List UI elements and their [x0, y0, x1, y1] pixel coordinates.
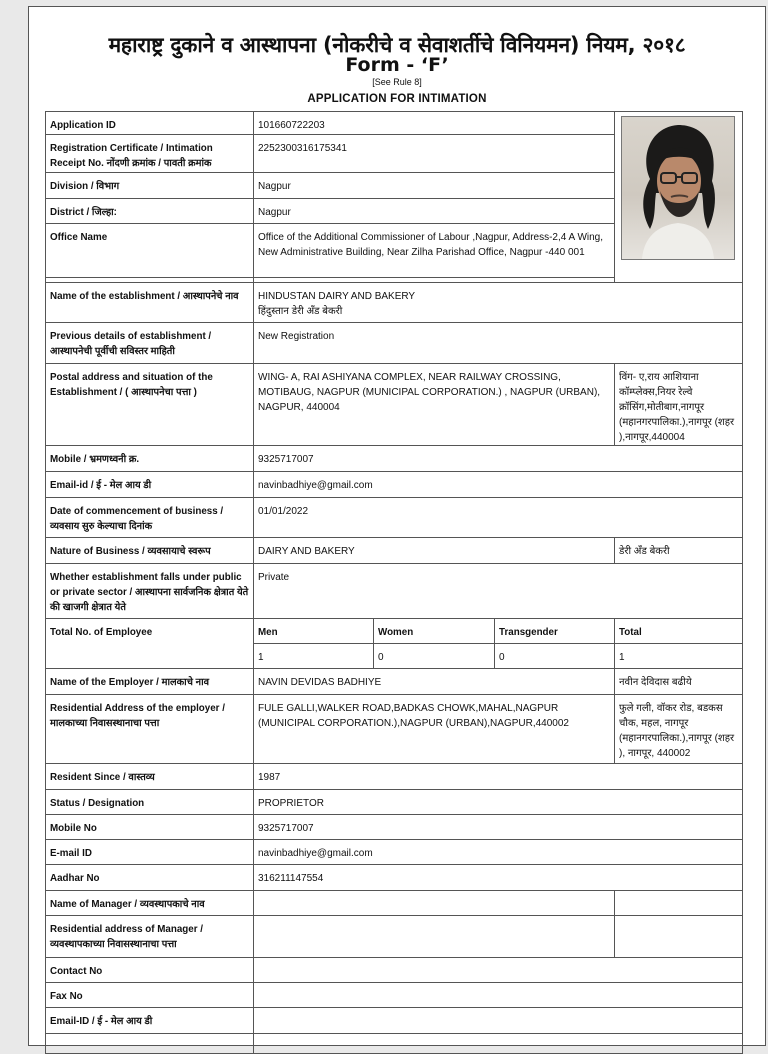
table-row: [46, 840, 743, 865]
previous-details-value: New Registration: [254, 323, 743, 364]
business-nature-value: DAIRY AND BAKERY: [254, 538, 615, 564]
field-label: Aadhar No: [46, 865, 254, 891]
table-row: [46, 891, 743, 916]
photo-cell: [615, 112, 743, 283]
field-label: Mobile No: [46, 815, 254, 840]
manager-email-value: [254, 1008, 743, 1034]
postal-address-value: WING- A, RAI ASHIYANA COMPLEX, NEAR RAILWAY CROSSING, MOTIBAUG, NAGPUR (MUNICIPAL CORPORATION.) , NAGPUR (URBAN), NAGPUR, 440004: [254, 364, 615, 446]
establishment-name-en: HINDUSTAN DAIRY AND BAKERY: [258, 291, 416, 302]
table-row: [46, 1034, 743, 1054]
form-subtitle: APPLICATION FOR INTIMATION: [307, 93, 487, 105]
establishment-name-value: [254, 283, 743, 323]
field-label: Name of the Employer / मालकाचे नाव: [46, 669, 254, 695]
table-row: [46, 283, 743, 323]
field-label: Previous details of establishment / आस्थापनेची पूर्वीची सविस्तर माहिती: [46, 323, 254, 364]
employee-total-value: 1: [615, 644, 743, 669]
table-row: [46, 498, 743, 538]
field-label: Status / Designation: [46, 790, 254, 815]
field-label: Mobile / भ्रमणध्वनी क्र.: [46, 446, 254, 472]
field-label: Application ID: [46, 112, 254, 135]
establishment-name-mr: हिंदुस्तान डेरी अँड बेकरी: [258, 306, 343, 317]
table-row: [46, 958, 743, 983]
field-label: Nature of Business / व्यवसायाचे स्वरूप: [46, 538, 254, 564]
fax-value: [254, 983, 743, 1008]
table-row: [46, 983, 743, 1008]
employer-address-mr: फुले गली, वॉकर रोड, बडकस चौक, महल, नागपूर (महानगरपालिका.),नागपूर (शहर ), नागपूर, 440002: [615, 695, 743, 764]
manager-address-value: [254, 916, 615, 958]
resident-since-value: 1987: [254, 764, 743, 790]
manager-address-mr: [615, 916, 743, 958]
employee-col-women: Women: [374, 619, 495, 644]
rule-reference: [See Rule 8]: [372, 77, 422, 87]
application-id-value: 101660722203: [254, 112, 615, 135]
form-page: [28, 6, 766, 1046]
field-label: Residential Address of the employer / मालकाच्या निवासस्थानाचा पत्ता: [46, 695, 254, 764]
field-label: Email-id / ई - मेल आय डी: [46, 472, 254, 498]
employee-women-value: 0: [374, 644, 495, 669]
field-label: Resident Since / वास्तव्य: [46, 764, 254, 790]
table-row: [46, 472, 743, 498]
table-row: [46, 790, 743, 815]
field-label: Whether establishment falls under public or private sector / आस्थापना सार्वजनिक क्षेत्रात येते की खाजगी क्षेत्रात येते: [46, 564, 254, 619]
table-row: [46, 669, 743, 695]
table-row: [46, 865, 743, 891]
employee-col-total: Total: [615, 619, 743, 644]
field-label: Contact No: [46, 958, 254, 983]
field-label: Total No. of Employee: [46, 619, 254, 669]
employee-col-men: Men: [254, 619, 374, 644]
employer-address-value: FULE GALLI,WALKER ROAD,BADKAS CHOWK,MAHAL,NAGPUR (MUNICIPAL CORPORATION.),NAGPUR (URBAN),NAGPUR,440002: [254, 695, 615, 764]
table-row: [46, 1008, 743, 1034]
employer-name-value: NAVIN DEVIDAS BADHIYE: [254, 669, 615, 695]
aadhar-value: 316211147554: [254, 865, 743, 891]
table-row: [46, 695, 743, 764]
table-row: [46, 815, 743, 840]
table-row: [46, 112, 743, 135]
field-label: Postal address and situation of the Establishment / ( आस्थापनेचा पत्ता ): [46, 364, 254, 446]
commencement-date-value: 01/01/2022: [254, 498, 743, 538]
table-row: [46, 619, 743, 644]
field-label: Residential address of Manager / व्यवस्थापकाच्या निवासस्थानाचा पत्ता: [46, 916, 254, 958]
business-nature-mr: डेरी अँड बेकरी: [615, 538, 743, 564]
field-label: District / जिल्हा:: [46, 199, 254, 224]
table-row: [46, 564, 743, 619]
email-value: navinbadhiye@gmail.com: [254, 472, 743, 498]
manager-name-value: [254, 891, 615, 916]
field-label: E-mail ID: [46, 840, 254, 865]
field-label: Office Name: [46, 224, 254, 278]
spacer-cell: [46, 1034, 254, 1054]
table-row: [46, 364, 743, 446]
office-name-value: Office of the Additional Commissioner of Labour ,Nagpur, Address-2,4 A Wing, New Administrative Building, Near Zilha Parishad Office, Nagpur -440 001: [254, 224, 615, 278]
mobile-value: 9325717007: [254, 446, 743, 472]
field-label: Date of commencement of business / व्यवसाय सुरु केल्याचा दिनांक: [46, 498, 254, 538]
spacer-cell: [254, 1034, 743, 1054]
employee-men-value: 1: [254, 644, 374, 669]
district-value: Nagpur: [254, 199, 615, 224]
employer-mobile-value: 9325717007: [254, 815, 743, 840]
applicant-photo-image: [622, 117, 734, 259]
form-header: [29, 33, 765, 105]
employee-col-transgender: Transgender: [495, 619, 615, 644]
applicant-photo: [621, 116, 735, 260]
registration-number-value: 2252300316175341: [254, 135, 615, 173]
table-row: [46, 538, 743, 564]
table-row: [46, 764, 743, 790]
employer-name-mr: नवीन देविदास बढीये: [615, 669, 743, 695]
table-row: [46, 446, 743, 472]
division-value: Nagpur: [254, 173, 615, 199]
field-label: Fax No: [46, 983, 254, 1008]
postal-address-mr: विंग- ए,राय आशियाना कॉम्प्लेक्स,नियर रेल्वे क्रॉसिंग,मोतीबाग,नागपूर (महानगरपालिका.),नागपूर (शहर ),नागपूर,440004: [615, 364, 743, 446]
form-number: Form - ‘F’: [345, 54, 449, 76]
table-row: [46, 916, 743, 958]
field-label: Name of the establishment / आस्थापनेचे नाव: [46, 283, 254, 323]
field-label: Division / विभाग: [46, 173, 254, 199]
field-label: Email-ID / ई - मेल आय डी: [46, 1008, 254, 1034]
designation-value: PROPRIETOR: [254, 790, 743, 815]
field-label: Name of Manager / व्यवस्थापकाचे नाव: [46, 891, 254, 916]
page-title: महाराष्ट्र दुकाने व आस्थापना (नोकरीचे व सेवाशर्तीचे विनियमन) नियम, २०१८: [108, 33, 686, 57]
field-label: Registration Certificate / Intimation Receipt No. नोंदणी क्रमांक / पावती क्रमांक: [46, 135, 254, 173]
application-table: [45, 111, 743, 1054]
employer-email-value: navinbadhiye@gmail.com: [254, 840, 743, 865]
manager-name-mr: [615, 891, 743, 916]
table-row: [46, 323, 743, 364]
sector-value: Private: [254, 564, 743, 619]
employee-transgender-value: 0: [495, 644, 615, 669]
contact-value: [254, 958, 743, 983]
